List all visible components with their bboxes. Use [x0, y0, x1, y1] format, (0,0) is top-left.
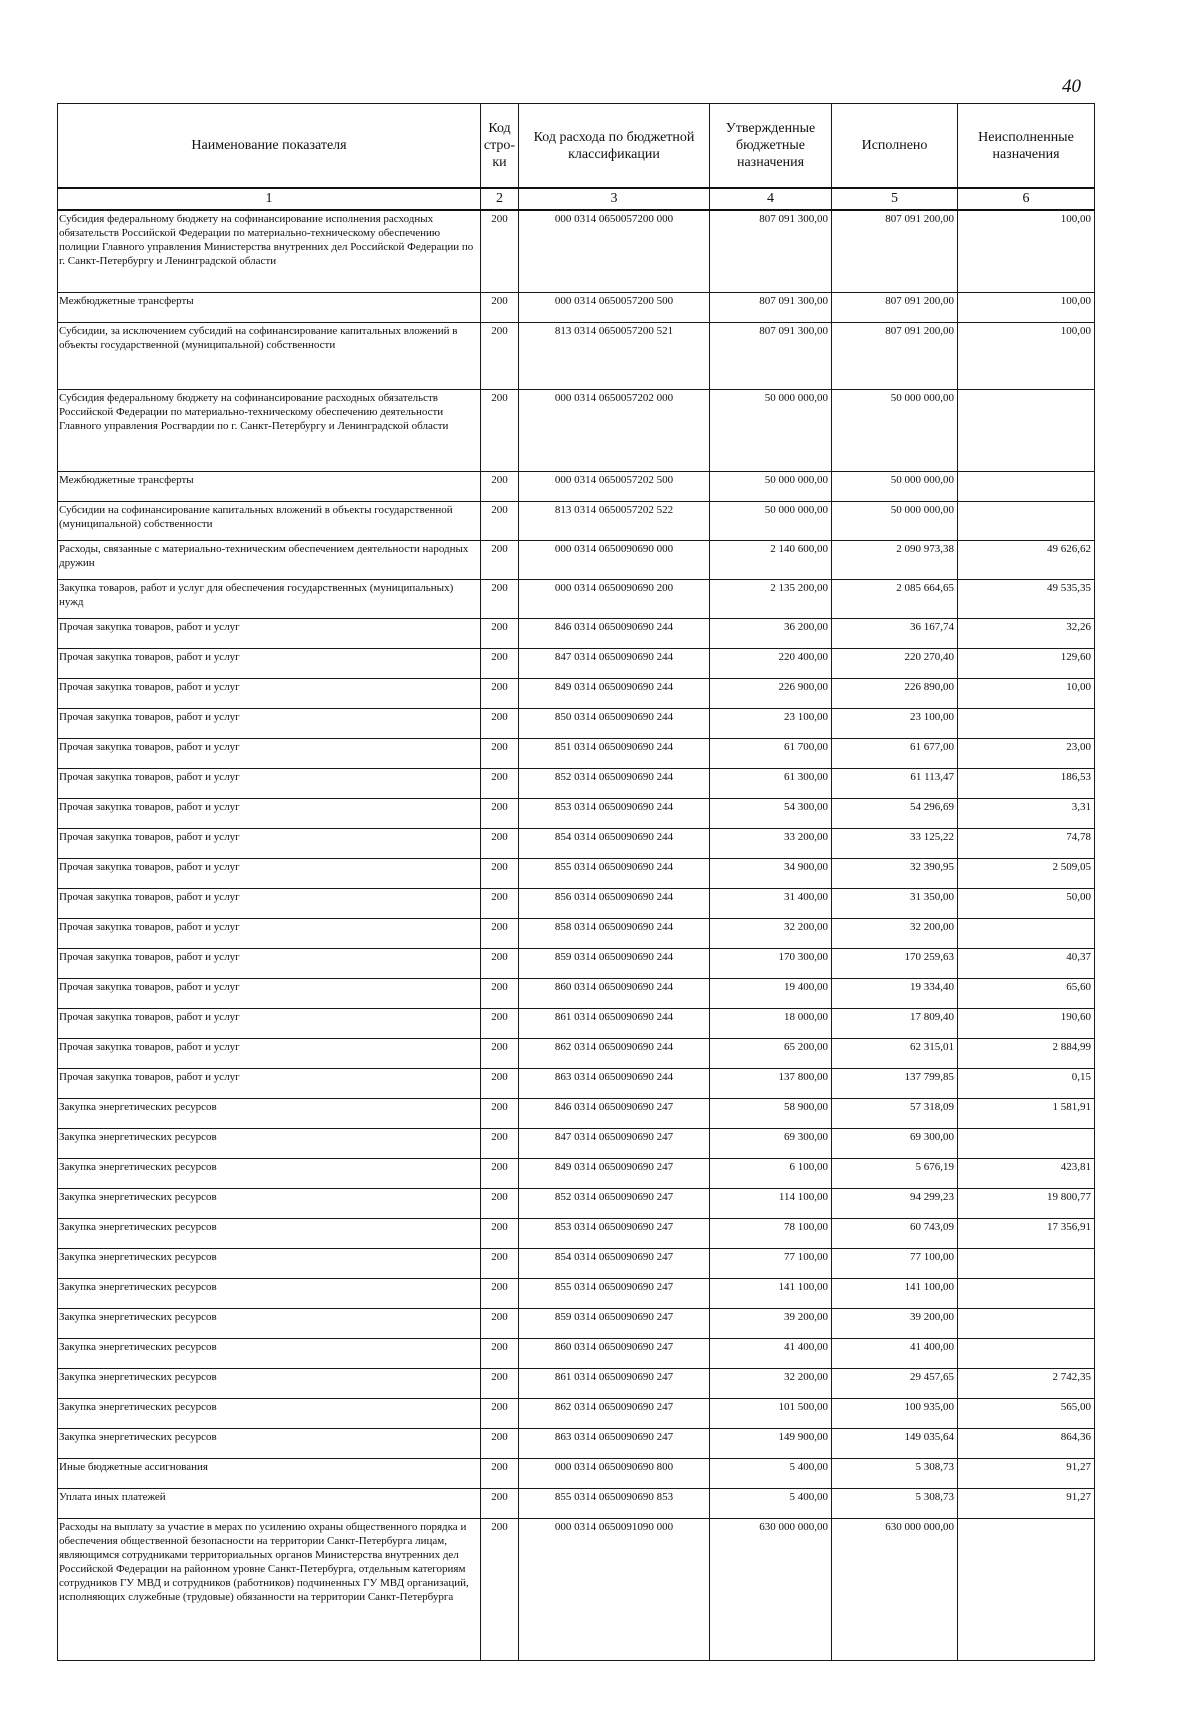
row-budget-code-cell: 862 0314 0650090690 247: [519, 1399, 710, 1429]
row-budget-code-cell: 855 0314 0650090690 853: [519, 1489, 710, 1519]
row-approved-cell: 77 100,00: [710, 1249, 832, 1279]
row-executed-cell: 19 334,40: [832, 979, 958, 1009]
row-line-code-cell: 200: [481, 293, 519, 323]
row-name-cell: Закупка энергетических ресурсов: [58, 1219, 481, 1249]
row-approved-cell: 2 135 200,00: [710, 580, 832, 619]
row-approved-cell: 170 300,00: [710, 949, 832, 979]
row-budget-code-cell: 846 0314 0650090690 244: [519, 619, 710, 649]
header-indicator-name: Наименование показателя: [58, 104, 481, 189]
row-name-cell: Прочая закупка товаров, работ и услуг: [58, 1069, 481, 1099]
table-row: [58, 889, 1095, 919]
row-line-code-cell: 200: [481, 1039, 519, 1069]
row-unexecuted-cell: 50,00: [958, 889, 1095, 919]
table-row: [58, 210, 1095, 293]
table-body: [58, 210, 1095, 1661]
row-line-code-cell: 200: [481, 210, 519, 293]
row-approved-cell: 50 000 000,00: [710, 390, 832, 472]
row-budget-code-cell: 861 0314 0650090690 247: [519, 1369, 710, 1399]
row-budget-code-cell: 859 0314 0650090690 247: [519, 1309, 710, 1339]
row-approved-cell: 69 300,00: [710, 1129, 832, 1159]
column-number-row: [58, 188, 1095, 210]
row-budget-code-cell: 000 0314 0650090690 000: [519, 541, 710, 580]
row-executed-cell: 50 000 000,00: [832, 390, 958, 472]
header-line-code: Код стро-ки: [481, 104, 519, 189]
header-unexecuted: Неисполненные назначения: [958, 104, 1095, 189]
row-line-code-cell: 200: [481, 889, 519, 919]
column-number: 1: [58, 188, 481, 210]
row-name-cell: Субсидии на софинансирование капитальных вложений в объекты государственной (муниципальной) собственности: [58, 502, 481, 541]
table-row: [58, 1159, 1095, 1189]
row-unexecuted-cell: 100,00: [958, 210, 1095, 293]
row-name-cell: Закупка энергетических ресурсов: [58, 1369, 481, 1399]
row-executed-cell: 94 299,23: [832, 1189, 958, 1219]
row-approved-cell: 5 400,00: [710, 1459, 832, 1489]
row-line-code-cell: 200: [481, 580, 519, 619]
row-budget-code-cell: 000 0314 0650057202 500: [519, 472, 710, 502]
row-unexecuted-cell: [958, 1249, 1095, 1279]
row-approved-cell: 39 200,00: [710, 1309, 832, 1339]
row-line-code-cell: 200: [481, 323, 519, 390]
row-budget-code-cell: 860 0314 0650090690 244: [519, 979, 710, 1009]
table-row: [58, 323, 1095, 390]
row-unexecuted-cell: [958, 1519, 1095, 1661]
row-executed-cell: 141 100,00: [832, 1279, 958, 1309]
row-approved-cell: 50 000 000,00: [710, 472, 832, 502]
row-unexecuted-cell: 40,37: [958, 949, 1095, 979]
table-row: [58, 829, 1095, 859]
row-unexecuted-cell: [958, 502, 1095, 541]
row-budget-code-cell: 000 0314 0650090690 200: [519, 580, 710, 619]
row-approved-cell: 807 091 300,00: [710, 210, 832, 293]
row-executed-cell: 36 167,74: [832, 619, 958, 649]
row-executed-cell: 62 315,01: [832, 1039, 958, 1069]
row-name-cell: Межбюджетные трансферты: [58, 293, 481, 323]
row-line-code-cell: 200: [481, 799, 519, 829]
row-approved-cell: 54 300,00: [710, 799, 832, 829]
row-line-code-cell: 200: [481, 949, 519, 979]
row-approved-cell: 141 100,00: [710, 1279, 832, 1309]
table-row: [58, 739, 1095, 769]
row-budget-code-cell: 000 0314 0650057202 000: [519, 390, 710, 472]
row-unexecuted-cell: 2 884,99: [958, 1039, 1095, 1069]
row-executed-cell: 17 809,40: [832, 1009, 958, 1039]
row-budget-code-cell: 000 0314 0650057200 000: [519, 210, 710, 293]
row-line-code-cell: 200: [481, 1279, 519, 1309]
row-approved-cell: 32 200,00: [710, 1369, 832, 1399]
row-budget-code-cell: 854 0314 0650090690 247: [519, 1249, 710, 1279]
row-name-cell: Прочая закупка товаров, работ и услуг: [58, 889, 481, 919]
row-line-code-cell: 200: [481, 649, 519, 679]
row-line-code-cell: 200: [481, 829, 519, 859]
row-unexecuted-cell: 129,60: [958, 649, 1095, 679]
row-executed-cell: 807 091 200,00: [832, 210, 958, 293]
row-executed-cell: 170 259,63: [832, 949, 958, 979]
row-budget-code-cell: 854 0314 0650090690 244: [519, 829, 710, 859]
row-approved-cell: 34 900,00: [710, 859, 832, 889]
row-name-cell: Иные бюджетные ассигнования: [58, 1459, 481, 1489]
table-row: [58, 580, 1095, 619]
row-executed-cell: 226 890,00: [832, 679, 958, 709]
row-budget-code-cell: 855 0314 0650090690 244: [519, 859, 710, 889]
table-header-row: [58, 104, 1095, 189]
row-name-cell: Закупка энергетических ресурсов: [58, 1159, 481, 1189]
row-unexecuted-cell: [958, 1309, 1095, 1339]
row-name-cell: Расходы, связанные с материально-техническим обеспечением деятельности народных дружин: [58, 541, 481, 580]
row-line-code-cell: 200: [481, 1069, 519, 1099]
row-approved-cell: 220 400,00: [710, 649, 832, 679]
row-executed-cell: 60 743,09: [832, 1219, 958, 1249]
row-approved-cell: 101 500,00: [710, 1399, 832, 1429]
row-line-code-cell: 200: [481, 1459, 519, 1489]
header-executed: Исполнено: [832, 104, 958, 189]
row-budget-code-cell: 863 0314 0650090690 244: [519, 1069, 710, 1099]
row-executed-cell: 61 113,47: [832, 769, 958, 799]
row-unexecuted-cell: 49 626,62: [958, 541, 1095, 580]
row-name-cell: Субсидия федеральному бюджету на софинансирование расходных обязательств Российской Федерации по материально-техническому обеспечению деятельности Главного управления Росгвардии по г. Санкт-Петербургу и Ленинградской области: [58, 390, 481, 472]
row-approved-cell: 807 091 300,00: [710, 323, 832, 390]
row-name-cell: Субсидия федеральному бюджету на софинансирование исполнения расходных обязательств Российской Федерации по материально-техническому обеспечению полиции Главного управления Министерства внутренних дел Российской Федерации по г. Санкт-Петербургу и Ленинградской области: [58, 210, 481, 293]
row-executed-cell: 2 090 973,38: [832, 541, 958, 580]
header-approved: Утвержденные бюджетные назначения: [710, 104, 832, 189]
row-approved-cell: 630 000 000,00: [710, 1519, 832, 1661]
row-approved-cell: 41 400,00: [710, 1339, 832, 1369]
row-unexecuted-cell: 65,60: [958, 979, 1095, 1009]
row-unexecuted-cell: 864,36: [958, 1429, 1095, 1459]
row-approved-cell: 31 400,00: [710, 889, 832, 919]
row-executed-cell: 77 100,00: [832, 1249, 958, 1279]
row-budget-code-cell: 856 0314 0650090690 244: [519, 889, 710, 919]
row-unexecuted-cell: 2 509,05: [958, 859, 1095, 889]
row-line-code-cell: 200: [481, 1249, 519, 1279]
row-budget-code-cell: 847 0314 0650090690 247: [519, 1129, 710, 1159]
table-row: [58, 1129, 1095, 1159]
row-executed-cell: 41 400,00: [832, 1339, 958, 1369]
row-line-code-cell: 200: [481, 541, 519, 580]
row-approved-cell: 23 100,00: [710, 709, 832, 739]
row-approved-cell: 50 000 000,00: [710, 502, 832, 541]
row-unexecuted-cell: 10,00: [958, 679, 1095, 709]
row-approved-cell: 19 400,00: [710, 979, 832, 1009]
table-row: [58, 1099, 1095, 1129]
row-unexecuted-cell: 1 581,91: [958, 1099, 1095, 1129]
row-approved-cell: 32 200,00: [710, 919, 832, 949]
row-unexecuted-cell: [958, 1339, 1095, 1369]
row-budget-code-cell: 000 0314 0650090690 800: [519, 1459, 710, 1489]
row-budget-code-cell: 813 0314 0650057200 521: [519, 323, 710, 390]
row-line-code-cell: 200: [481, 1339, 519, 1369]
table-row: [58, 1219, 1095, 1249]
table-row: [58, 1189, 1095, 1219]
row-unexecuted-cell: [958, 919, 1095, 949]
table-row: [58, 502, 1095, 541]
row-name-cell: Прочая закупка товаров, работ и услуг: [58, 679, 481, 709]
row-approved-cell: 5 400,00: [710, 1489, 832, 1519]
row-name-cell: Прочая закупка товаров, работ и услуг: [58, 799, 481, 829]
row-budget-code-cell: 853 0314 0650090690 244: [519, 799, 710, 829]
row-name-cell: Прочая закупка товаров, работ и услуг: [58, 919, 481, 949]
page-number: 40: [1062, 76, 1081, 97]
row-executed-cell: 100 935,00: [832, 1399, 958, 1429]
table-row: [58, 1429, 1095, 1459]
row-budget-code-cell: 863 0314 0650090690 247: [519, 1429, 710, 1459]
row-unexecuted-cell: 186,53: [958, 769, 1095, 799]
row-name-cell: Прочая закупка товаров, работ и услуг: [58, 739, 481, 769]
table-row: [58, 1489, 1095, 1519]
row-unexecuted-cell: 423,81: [958, 1159, 1095, 1189]
row-name-cell: Прочая закупка товаров, работ и услуг: [58, 979, 481, 1009]
row-budget-code-cell: 852 0314 0650090690 244: [519, 769, 710, 799]
row-budget-code-cell: 855 0314 0650090690 247: [519, 1279, 710, 1309]
row-budget-code-cell: 000 0314 0650057200 500: [519, 293, 710, 323]
row-line-code-cell: 200: [481, 619, 519, 649]
row-approved-cell: 149 900,00: [710, 1429, 832, 1459]
table-row: [58, 1399, 1095, 1429]
row-approved-cell: 61 300,00: [710, 769, 832, 799]
row-name-cell: Прочая закупка товаров, работ и услуг: [58, 859, 481, 889]
row-executed-cell: 23 100,00: [832, 709, 958, 739]
row-budget-code-cell: 849 0314 0650090690 247: [519, 1159, 710, 1189]
row-name-cell: Закупка энергетических ресурсов: [58, 1339, 481, 1369]
row-executed-cell: 50 000 000,00: [832, 502, 958, 541]
row-unexecuted-cell: 190,60: [958, 1009, 1095, 1039]
row-unexecuted-cell: 91,27: [958, 1459, 1095, 1489]
table-row: [58, 1279, 1095, 1309]
table-row: [58, 1069, 1095, 1099]
row-name-cell: Прочая закупка товаров, работ и услуг: [58, 709, 481, 739]
row-name-cell: Межбюджетные трансферты: [58, 472, 481, 502]
column-number: 2: [481, 188, 519, 210]
row-line-code-cell: 200: [481, 679, 519, 709]
table-row: [58, 293, 1095, 323]
row-line-code-cell: 200: [481, 769, 519, 799]
table-row: [58, 1339, 1095, 1369]
row-budget-code-cell: 860 0314 0650090690 247: [519, 1339, 710, 1369]
row-name-cell: Прочая закупка товаров, работ и услуг: [58, 649, 481, 679]
row-budget-code-cell: 849 0314 0650090690 244: [519, 679, 710, 709]
row-name-cell: Закупка энергетических ресурсов: [58, 1189, 481, 1219]
row-executed-cell: 220 270,40: [832, 649, 958, 679]
row-name-cell: Закупка энергетических ресурсов: [58, 1279, 481, 1309]
column-number: 4: [710, 188, 832, 210]
row-unexecuted-cell: 19 800,77: [958, 1189, 1095, 1219]
row-line-code-cell: 200: [481, 1159, 519, 1189]
row-unexecuted-cell: 17 356,91: [958, 1219, 1095, 1249]
row-unexecuted-cell: 23,00: [958, 739, 1095, 769]
row-executed-cell: 807 091 200,00: [832, 293, 958, 323]
row-unexecuted-cell: 49 535,35: [958, 580, 1095, 619]
row-budget-code-cell: 859 0314 0650090690 244: [519, 949, 710, 979]
row-unexecuted-cell: 2 742,35: [958, 1369, 1095, 1399]
row-budget-code-cell: 846 0314 0650090690 247: [519, 1099, 710, 1129]
row-unexecuted-cell: [958, 1129, 1095, 1159]
row-line-code-cell: 200: [481, 979, 519, 1009]
row-name-cell: Прочая закупка товаров, работ и услуг: [58, 1009, 481, 1039]
row-executed-cell: 5 676,19: [832, 1159, 958, 1189]
row-approved-cell: 807 091 300,00: [710, 293, 832, 323]
row-line-code-cell: 200: [481, 859, 519, 889]
row-unexecuted-cell: 32,26: [958, 619, 1095, 649]
row-line-code-cell: 200: [481, 1129, 519, 1159]
table-row: [58, 709, 1095, 739]
row-executed-cell: 137 799,85: [832, 1069, 958, 1099]
row-budget-code-cell: 853 0314 0650090690 247: [519, 1219, 710, 1249]
row-executed-cell: 630 000 000,00: [832, 1519, 958, 1661]
table-row: [58, 1039, 1095, 1069]
row-unexecuted-cell: 91,27: [958, 1489, 1095, 1519]
row-line-code-cell: 200: [481, 1309, 519, 1339]
row-executed-cell: 29 457,65: [832, 1369, 958, 1399]
row-budget-code-cell: 850 0314 0650090690 244: [519, 709, 710, 739]
row-name-cell: Закупка энергетических ресурсов: [58, 1249, 481, 1279]
row-name-cell: Закупка товаров, работ и услуг для обеспечения государственных (муниципальных) нужд: [58, 580, 481, 619]
row-approved-cell: 61 700,00: [710, 739, 832, 769]
row-line-code-cell: 200: [481, 502, 519, 541]
row-name-cell: Расходы на выплату за участие в мерах по усилению охраны общественного порядка и обеспечения общественной безопасности на территории Санкт-Петербурга лицам, являющимся сотрудниками территориальных органов Министерства внутренних дел Российской Федерации на районном уровне Санкт-Петербурга, отдельным категориям сотрудников ГУ МВД и сотрудников (работников) подчиненных ГУ МВД организаций, исполняющих служебные (трудовые) обязанности на территории Санкт-Петербурга: [58, 1519, 481, 1661]
row-unexecuted-cell: [958, 390, 1095, 472]
budget-execution-table: [57, 103, 1095, 1661]
row-name-cell: Субсидии, за исключением субсидий на софинансирование капитальных вложений в объекты государственной (муниципальной) собственности: [58, 323, 481, 390]
table-row: [58, 919, 1095, 949]
header-budget-code: Код расхода по бюджетной классификации: [519, 104, 710, 189]
table-row: [58, 649, 1095, 679]
table-row: [58, 1309, 1095, 1339]
row-name-cell: Закупка энергетических ресурсов: [58, 1399, 481, 1429]
row-approved-cell: 33 200,00: [710, 829, 832, 859]
row-line-code-cell: 200: [481, 390, 519, 472]
row-name-cell: Закупка энергетических ресурсов: [58, 1129, 481, 1159]
row-executed-cell: 33 125,22: [832, 829, 958, 859]
row-unexecuted-cell: 3,31: [958, 799, 1095, 829]
column-number: 3: [519, 188, 710, 210]
row-line-code-cell: 200: [481, 709, 519, 739]
row-line-code-cell: 200: [481, 1099, 519, 1129]
row-line-code-cell: 200: [481, 1399, 519, 1429]
row-name-cell: Прочая закупка товаров, работ и услуг: [58, 1039, 481, 1069]
row-unexecuted-cell: 74,78: [958, 829, 1095, 859]
row-budget-code-cell: 861 0314 0650090690 244: [519, 1009, 710, 1039]
row-unexecuted-cell: 0,15: [958, 1069, 1095, 1099]
table-row: [58, 390, 1095, 472]
row-name-cell: Прочая закупка товаров, работ и услуг: [58, 949, 481, 979]
row-line-code-cell: 200: [481, 739, 519, 769]
column-number: 6: [958, 188, 1095, 210]
row-unexecuted-cell: 565,00: [958, 1399, 1095, 1429]
row-executed-cell: 61 677,00: [832, 739, 958, 769]
row-unexecuted-cell: [958, 472, 1095, 502]
row-budget-code-cell: 847 0314 0650090690 244: [519, 649, 710, 679]
table-row: [58, 619, 1095, 649]
row-approved-cell: 226 900,00: [710, 679, 832, 709]
row-approved-cell: 78 100,00: [710, 1219, 832, 1249]
row-name-cell: Закупка энергетических ресурсов: [58, 1099, 481, 1129]
row-executed-cell: 54 296,69: [832, 799, 958, 829]
row-line-code-cell: 200: [481, 919, 519, 949]
row-approved-cell: 58 900,00: [710, 1099, 832, 1129]
row-line-code-cell: 200: [481, 1009, 519, 1039]
row-executed-cell: 69 300,00: [832, 1129, 958, 1159]
table-row: [58, 949, 1095, 979]
table-row: [58, 1369, 1095, 1399]
budget-table-wrapper: [57, 103, 1094, 1661]
row-name-cell: Закупка энергетических ресурсов: [58, 1309, 481, 1339]
table-row: [58, 679, 1095, 709]
row-line-code-cell: 200: [481, 1219, 519, 1249]
row-executed-cell: 2 085 664,65: [832, 580, 958, 619]
row-line-code-cell: 200: [481, 1429, 519, 1459]
column-number: 5: [832, 188, 958, 210]
row-approved-cell: 137 800,00: [710, 1069, 832, 1099]
table-row: [58, 1249, 1095, 1279]
table-row: [58, 1459, 1095, 1489]
row-budget-code-cell: 852 0314 0650090690 247: [519, 1189, 710, 1219]
table-row: [58, 1009, 1095, 1039]
row-line-code-cell: 200: [481, 1519, 519, 1661]
row-line-code-cell: 200: [481, 472, 519, 502]
row-executed-cell: 5 308,73: [832, 1459, 958, 1489]
row-name-cell: Прочая закупка товаров, работ и услуг: [58, 829, 481, 859]
row-executed-cell: 39 200,00: [832, 1309, 958, 1339]
row-unexecuted-cell: 100,00: [958, 323, 1095, 390]
row-executed-cell: 149 035,64: [832, 1429, 958, 1459]
row-line-code-cell: 200: [481, 1369, 519, 1399]
row-name-cell: Прочая закупка товаров, работ и услуг: [58, 619, 481, 649]
row-budget-code-cell: 858 0314 0650090690 244: [519, 919, 710, 949]
table-row: [58, 1519, 1095, 1661]
row-approved-cell: 65 200,00: [710, 1039, 832, 1069]
table-row: [58, 859, 1095, 889]
row-name-cell: Закупка энергетических ресурсов: [58, 1429, 481, 1459]
row-executed-cell: 32 390,95: [832, 859, 958, 889]
row-executed-cell: 31 350,00: [832, 889, 958, 919]
row-unexecuted-cell: 100,00: [958, 293, 1095, 323]
table-row: [58, 979, 1095, 1009]
row-line-code-cell: 200: [481, 1489, 519, 1519]
row-executed-cell: 50 000 000,00: [832, 472, 958, 502]
row-executed-cell: 57 318,09: [832, 1099, 958, 1129]
row-budget-code-cell: 862 0314 0650090690 244: [519, 1039, 710, 1069]
row-unexecuted-cell: [958, 1279, 1095, 1309]
row-line-code-cell: 200: [481, 1189, 519, 1219]
row-budget-code-cell: 851 0314 0650090690 244: [519, 739, 710, 769]
row-executed-cell: 807 091 200,00: [832, 323, 958, 390]
row-executed-cell: 32 200,00: [832, 919, 958, 949]
row-approved-cell: 6 100,00: [710, 1159, 832, 1189]
row-budget-code-cell: 000 0314 0650091090 000: [519, 1519, 710, 1661]
table-row: [58, 769, 1095, 799]
row-name-cell: Прочая закупка товаров, работ и услуг: [58, 769, 481, 799]
row-budget-code-cell: 813 0314 0650057202 522: [519, 502, 710, 541]
row-name-cell: Уплата иных платежей: [58, 1489, 481, 1519]
table-row: [58, 541, 1095, 580]
row-approved-cell: 2 140 600,00: [710, 541, 832, 580]
row-approved-cell: 18 000,00: [710, 1009, 832, 1039]
row-approved-cell: 36 200,00: [710, 619, 832, 649]
table-row: [58, 799, 1095, 829]
table-row: [58, 472, 1095, 502]
row-approved-cell: 114 100,00: [710, 1189, 832, 1219]
row-executed-cell: 5 308,73: [832, 1489, 958, 1519]
row-unexecuted-cell: [958, 709, 1095, 739]
